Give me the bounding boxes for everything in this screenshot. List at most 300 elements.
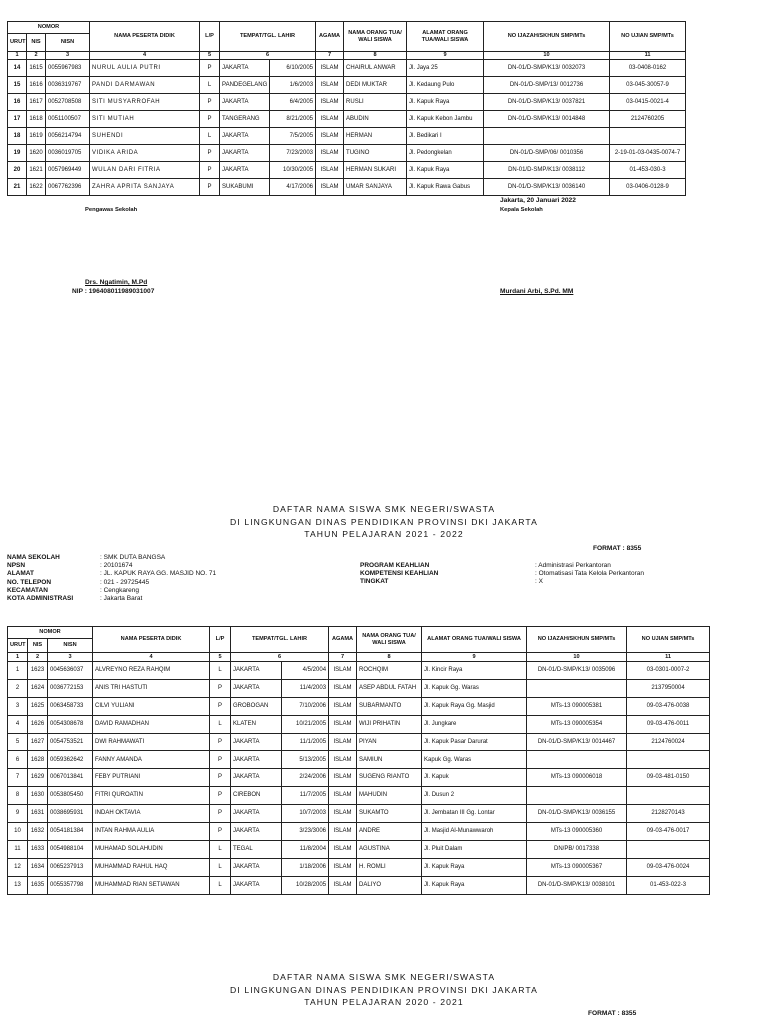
row-tempat: JAKARTA <box>231 858 282 876</box>
column-number: 6 <box>231 653 329 662</box>
row-nis: 1625 <box>28 697 48 715</box>
row-nis: 1631 <box>28 805 48 823</box>
column-number: 7 <box>316 52 344 60</box>
row-agama: ISLAM <box>316 162 344 179</box>
row-tempat: JAKARTA <box>231 805 282 823</box>
row-nisn: 0054988104 <box>48 840 93 858</box>
row-nis: 1624 <box>28 679 48 697</box>
row-nama: MUHAMMAD RAHUL HAQ <box>93 858 210 876</box>
column-number: 1 <box>8 52 27 60</box>
row-agama: ISLAM <box>316 60 344 77</box>
column-number: 5 <box>200 52 220 60</box>
row-alamat: Jl. Kapuk Raya Gg. Masjid <box>422 697 527 715</box>
row-ujian: 09-03-481-0150 <box>627 769 710 787</box>
row-nama: ALVREYNO REZA RAHQIM <box>93 662 210 680</box>
row-urut: 6 <box>8 751 28 769</box>
row-alamat: Jl. Kapuk Gg. Waras <box>422 679 527 697</box>
row-tgl: 10/21/2005 <box>282 715 329 733</box>
row-agama: ISLAM <box>316 179 344 196</box>
table-row <box>8 77 686 94</box>
row-nama: FITRI QUROATIN <box>93 787 210 805</box>
column-number: 1 <box>8 653 28 662</box>
row-tempat: SUKABUMI <box>220 179 270 196</box>
row-urut: 21 <box>8 179 27 196</box>
column-number: 6 <box>220 52 316 60</box>
table-row <box>8 715 710 733</box>
table-row <box>8 751 710 769</box>
row-agama: ISLAM <box>329 858 357 876</box>
row-nis: 1622 <box>27 179 46 196</box>
column-number: 10 <box>484 52 610 60</box>
row-nama: WULAN DARI FITRIA <box>90 162 200 179</box>
row-nama: FEBY PUTRIANI <box>93 769 210 787</box>
row-ujian: 09-03-476-0024 <box>627 858 710 876</box>
row-ortu: SUGENG RIANTO <box>357 769 422 787</box>
header-agama: AGAMA <box>316 22 344 52</box>
row-ortu: PIYAN <box>357 733 422 751</box>
row-nisn: 0052708508 <box>46 94 90 111</box>
info-label: KECAMATAN <box>7 586 48 594</box>
row-agama: ISLAM <box>329 715 357 733</box>
row-nisn: 0055967983 <box>46 60 90 77</box>
row-nisn: 0063458733 <box>48 697 93 715</box>
info-label: PROGRAM KEAHLIAN <box>360 562 430 569</box>
row-urut: 5 <box>8 733 28 751</box>
row-alamat: Jl. Kapuk Raya <box>407 94 484 111</box>
row-nisn: 0036019705 <box>46 145 90 162</box>
info-value: : JL. KAPUK RAYA GG. MASJID NO. 71 <box>100 570 217 578</box>
row-urut: 19 <box>8 145 27 162</box>
row-lp: P <box>210 787 231 805</box>
section2-title <box>0 503 768 541</box>
table-row <box>8 162 686 179</box>
row-nisn: 0054308678 <box>48 715 93 733</box>
row-tempat: KLATEN <box>231 715 282 733</box>
row-nama: DWI RAHMAWATI <box>93 733 210 751</box>
column-number: 8 <box>357 653 422 662</box>
row-nisn: 0051100507 <box>46 111 90 128</box>
row-nisn: 0067013841 <box>48 769 93 787</box>
row-ijazah <box>527 679 627 697</box>
row-nisn: 0038695931 <box>48 805 93 823</box>
row-lp: L <box>200 128 220 145</box>
row-ujian: 01-453-022-3 <box>627 876 710 894</box>
row-nisn: 0054181384 <box>48 823 93 841</box>
row-ujian: 09-03-476-0011 <box>627 715 710 733</box>
row-nama: DAVID RAMADHAN <box>93 715 210 733</box>
row-ortu: UMAR SANJAYA <box>344 179 407 196</box>
row-nama: MUHAMAD SOLAHUDIN <box>93 840 210 858</box>
row-alamat: Jl. Kapuk Raya <box>407 162 484 179</box>
row-nama: CILVI YULIANI <box>93 697 210 715</box>
row-nama: PANDI DARMAWAN <box>90 77 200 94</box>
row-ujian: 03-0415-0021-4 <box>610 94 686 111</box>
column-number: 2 <box>27 52 46 60</box>
row-agama: ISLAM <box>316 111 344 128</box>
row-ijazah: DN-01/D-SMP/K13/ 0014467 <box>527 733 627 751</box>
row-ujian <box>610 128 686 145</box>
row-tempat: JAKARTA <box>220 60 270 77</box>
header-urut: URUT <box>8 34 27 52</box>
row-ujian: 09-03-476-0017 <box>627 823 710 841</box>
info-label: KOTA ADMINISTRASI <box>7 594 74 602</box>
row-ijazah: DN/PB/ 0017338 <box>527 840 627 858</box>
row-tempat: JAKARTA <box>220 94 270 111</box>
info-value: : Administrasi Perkantoran <box>535 562 611 569</box>
header-ijazah: NO IJAZAH/SKHUN SMP/MTs <box>484 22 610 52</box>
row-nis: 1615 <box>27 60 46 77</box>
row-tempat: TEGAL <box>231 840 282 858</box>
table-row <box>8 805 710 823</box>
row-urut: 2 <box>8 679 28 697</box>
header-nisn: NISN <box>46 34 90 52</box>
row-lp: P <box>210 769 231 787</box>
section3-format: FORMAT : 8355 <box>588 1010 637 1017</box>
row-tempat: JAKARTA <box>231 876 282 894</box>
row-lp: L <box>210 858 231 876</box>
column-number: 11 <box>610 52 686 60</box>
row-alamat: Jl. Dusun 2 <box>422 787 527 805</box>
student-table-continued <box>7 21 686 196</box>
row-agama: ISLAM <box>329 876 357 894</box>
header-lp: L/P <box>210 627 231 653</box>
section3-title <box>0 971 768 1009</box>
row-tempat: JAKARTA <box>231 751 282 769</box>
row-nisn: 0036772153 <box>48 679 93 697</box>
row-lp: P <box>200 94 220 111</box>
row-tempat: JAKARTA <box>231 733 282 751</box>
row-lp: P <box>200 179 220 196</box>
row-urut: 10 <box>8 823 28 841</box>
header-lp: L/P <box>200 22 220 52</box>
row-nis: 1623 <box>28 662 48 680</box>
row-ijazah: MTs-13 090006018 <box>527 769 627 787</box>
column-number: 9 <box>407 52 484 60</box>
row-lp: L <box>210 840 231 858</box>
row-tgl: 11/8/2004 <box>282 840 329 858</box>
header-nis: NIS <box>27 34 46 52</box>
row-nisn: 0036319767 <box>46 77 90 94</box>
row-ortu: AGUSTINA <box>357 840 422 858</box>
row-tgl: 1/6/2003 <box>270 77 316 94</box>
column-number: 9 <box>422 653 527 662</box>
column-number-row <box>8 653 710 662</box>
row-ijazah: DN-01/D-SMP/K13/ 0035096 <box>527 662 627 680</box>
row-ortu: HERMAN SUKARI <box>344 162 407 179</box>
row-nis: 1620 <box>27 145 46 162</box>
header-agama: AGAMA <box>329 627 357 653</box>
info-value: : Jakarta Barat <box>100 594 143 602</box>
title-line: DI LINGKUNGAN DINAS PENDIDIKAN PROVINSI DKI JAKARTA <box>230 984 538 995</box>
row-tempat: JAKARTA <box>231 769 282 787</box>
row-lp: P <box>200 145 220 162</box>
row-ujian: 03-045-30057-9 <box>610 77 686 94</box>
row-alamat: Kapuk Gg. Waras <box>422 751 527 769</box>
row-ijazah: DN-01/D-SMP/06/ 0010356 <box>484 145 610 162</box>
row-lp: P <box>210 823 231 841</box>
header-nomor: NOMOR <box>8 627 93 639</box>
row-nama: INTAN RAHMA AULIA <box>93 823 210 841</box>
header-nama: NAMA PESERTA DIDIK <box>90 22 200 52</box>
row-tgl: 7/5/2005 <box>270 128 316 145</box>
row-lp: P <box>200 60 220 77</box>
row-ortu: MAHUDIN <box>357 787 422 805</box>
table-row <box>8 733 710 751</box>
row-nis: 1628 <box>28 751 48 769</box>
row-tgl: 11/7/2005 <box>282 787 329 805</box>
row-nis: 1632 <box>28 823 48 841</box>
row-tempat: JAKARTA <box>220 128 270 145</box>
principal-name: Murdani Arbi, S.Pd. MM <box>500 288 574 295</box>
row-ujian: 01-453-030-3 <box>610 162 686 179</box>
row-agama: ISLAM <box>316 77 344 94</box>
row-ijazah: DN-01/D-SMP/K13/ 0032073 <box>484 60 610 77</box>
header-ortu: NAMA ORANG TUA/ WALI SISWA <box>357 627 422 653</box>
title-line: DAFTAR NAMA SISWA SMK NEGERI/SWASTA <box>272 972 496 982</box>
row-urut: 20 <box>8 162 27 179</box>
row-nis: 1635 <box>28 876 48 894</box>
row-nisn: 0059362642 <box>48 751 93 769</box>
supervisor-nip: NIP : 196408011989031007 <box>72 288 155 295</box>
title-line: DI LINGKUNGAN DINAS PENDIDIKAN PROVINSI DKI JAKARTA <box>230 516 538 527</box>
row-urut: 7 <box>8 769 28 787</box>
header-alamat: ALAMAT ORANG TUA/WALI SISWA <box>422 627 527 653</box>
row-agama: ISLAM <box>329 840 357 858</box>
table-row <box>8 145 686 162</box>
school-info-values <box>100 554 216 603</box>
program-info-labels <box>360 562 438 587</box>
row-agama: ISLAM <box>329 697 357 715</box>
row-ujian: 2124760024 <box>627 733 710 751</box>
row-ortu: ANDRE <box>357 823 422 841</box>
header-alamat: ALAMAT ORANG TUA/WALI SISWA <box>407 22 484 52</box>
row-ortu: ROCHQIM <box>357 662 422 680</box>
table-row <box>8 179 686 196</box>
row-ijazah: DN-01/D-SMP/K13/ 0037821 <box>484 94 610 111</box>
row-ijazah: DN-01/D-SMP/K13/ 0038112 <box>484 162 610 179</box>
row-ortu: CHAIRUL ANWAR <box>344 60 407 77</box>
info-label: NO. TELEPON <box>7 578 52 586</box>
row-tgl: 7/10/2006 <box>282 697 329 715</box>
row-ujian: 2124760205 <box>610 111 686 128</box>
row-urut: 3 <box>8 697 28 715</box>
row-ujian: 09-03-476-0038 <box>627 697 710 715</box>
row-agama: ISLAM <box>329 769 357 787</box>
row-nama: NURUL AULIA PUTRI <box>90 60 200 77</box>
row-tempat: JAKARTA <box>231 679 282 697</box>
row-ortu: TUGINO <box>344 145 407 162</box>
row-ijazah <box>527 751 627 769</box>
school-info-labels <box>7 554 73 603</box>
row-ortu: SAMIUN <box>357 751 422 769</box>
row-agama: ISLAM <box>329 733 357 751</box>
row-nis: 1616 <box>27 77 46 94</box>
column-number: 5 <box>210 653 231 662</box>
header-ujian: NO UJIAN SMP/MTs <box>610 22 686 52</box>
table-row <box>8 769 710 787</box>
row-ujian: 2137950004 <box>627 679 710 697</box>
row-urut: 4 <box>8 715 28 733</box>
row-ijazah <box>527 787 627 805</box>
row-tgl: 7/23/2003 <box>270 145 316 162</box>
row-nama: SITI MUTIAH <box>90 111 200 128</box>
row-nisn: 0053805450 <box>48 787 93 805</box>
header-nis: NIS <box>28 639 48 653</box>
row-tempat: PANDEGELANG <box>220 77 270 94</box>
row-ijazah: DN-01/D-SMP/K13/ 0038101 <box>527 876 627 894</box>
row-tempat: JAKARTA <box>231 823 282 841</box>
info-value: : 021 - 29725445 <box>100 578 150 586</box>
info-value: : SMK DUTA BANGSA <box>100 554 166 561</box>
row-tgl: 1/18/2006 <box>282 858 329 876</box>
info-value: : Cengkareng <box>100 586 140 594</box>
row-ortu: SUKAMTO <box>357 805 422 823</box>
row-tgl: 8/21/2005 <box>270 111 316 128</box>
row-nis: 1629 <box>28 769 48 787</box>
row-ijazah: DN-01/D-SMP/K13/ 0036140 <box>484 179 610 196</box>
row-ijazah: MTs-13 090005367 <box>527 858 627 876</box>
row-nisn: 0056214794 <box>46 128 90 145</box>
column-number: 10 <box>527 653 627 662</box>
row-nis: 1634 <box>28 858 48 876</box>
column-number: 8 <box>344 52 407 60</box>
row-tgl: 10/7/2003 <box>282 805 329 823</box>
principal-title: Kepala Sekolah <box>500 207 543 213</box>
signature-date: Jakarta, 20 Januari 2022 <box>500 197 576 204</box>
row-nama: ANIS TRI HASTUTI <box>93 679 210 697</box>
row-tgl: 10/30/2005 <box>270 162 316 179</box>
row-tgl: 10/28/2005 <box>282 876 329 894</box>
row-alamat: Jl. Jaya 25 <box>407 60 484 77</box>
row-ijazah: MTs-13 090005360 <box>527 823 627 841</box>
column-number: 7 <box>329 653 357 662</box>
info-label: TINGKAT <box>360 578 389 586</box>
row-ijazah: MTs-13 090005354 <box>527 715 627 733</box>
row-urut: 16 <box>8 94 27 111</box>
row-ujian: 03-0301-0007-2 <box>627 662 710 680</box>
row-urut: 11 <box>8 840 28 858</box>
row-agama: ISLAM <box>316 94 344 111</box>
row-tgl: 2/24/2006 <box>282 769 329 787</box>
row-alamat: Jl. Kapuk Raya <box>422 876 527 894</box>
row-ujian <box>627 751 710 769</box>
row-ortu: RUSLI <box>344 94 407 111</box>
row-nis: 1619 <box>27 128 46 145</box>
row-urut: 17 <box>8 111 27 128</box>
row-lp: P <box>210 679 231 697</box>
row-ortu: H. ROMLI <box>357 858 422 876</box>
row-lp: P <box>210 751 231 769</box>
table-row <box>8 60 686 77</box>
info-label: KOMPETENSI KEAHLIAN <box>360 570 439 578</box>
row-urut: 12 <box>8 858 28 876</box>
title-line: TAHUN PELAJARAN 2020 - 2021 <box>304 997 464 1007</box>
row-agama: ISLAM <box>329 805 357 823</box>
row-alamat: Jl. Kapuk Rawa Gabus <box>407 179 484 196</box>
row-ortu: WIJI PRIHATIN <box>357 715 422 733</box>
row-nisn: 0054753521 <box>48 733 93 751</box>
table-row <box>8 823 710 841</box>
table-row <box>8 876 710 894</box>
program-info-values <box>535 562 644 587</box>
row-urut: 14 <box>8 60 27 77</box>
supervisor-title: Pengawas Sekolah <box>85 207 138 213</box>
header-ortu: NAMA ORANG TUA/ WALI SISWA <box>344 22 407 52</box>
row-lp: L <box>210 876 231 894</box>
student-table-2021 <box>7 626 710 895</box>
row-nama: INDAH OKTAVIA <box>93 805 210 823</box>
row-tgl: 11/1/2005 <box>282 733 329 751</box>
row-ortu: SUBARMANTO <box>357 697 422 715</box>
info-label: NPSN <box>7 562 26 570</box>
row-lp: P <box>210 733 231 751</box>
table-row <box>8 94 686 111</box>
row-nis: 1627 <box>28 733 48 751</box>
info-label: NAMA SEKOLAH <box>7 554 60 561</box>
column-number: 4 <box>90 52 200 60</box>
row-urut: 13 <box>8 876 28 894</box>
row-nama: FANNY AMANDA <box>93 751 210 769</box>
row-ujian: 03-0408-0162 <box>610 60 686 77</box>
row-nis: 1621 <box>27 162 46 179</box>
row-tgl: 11/4/2003 <box>282 679 329 697</box>
column-number: 11 <box>627 653 710 662</box>
header-urut: URUT <box>8 639 28 653</box>
info-value: : X <box>535 578 543 586</box>
row-lp: L <box>210 715 231 733</box>
row-ortu: DEDI MUKTAR <box>344 77 407 94</box>
row-tgl: 4/17/2006 <box>270 179 316 196</box>
table-row <box>8 111 686 128</box>
header-nomor: NOMOR <box>8 22 90 34</box>
row-lp: L <box>200 77 220 94</box>
row-nama: MUHAMMAD RIAN SETIAWAN <box>93 876 210 894</box>
row-agama: ISLAM <box>329 823 357 841</box>
row-lp: L <box>210 662 231 680</box>
row-urut: 15 <box>8 77 27 94</box>
row-alamat: Jl. Jembatan III Gg. Lontar <box>422 805 527 823</box>
table-row <box>8 128 686 145</box>
row-alamat: Jl. Bedikari I <box>407 128 484 145</box>
row-urut: 8 <box>8 787 28 805</box>
row-lp: P <box>210 697 231 715</box>
row-ujian <box>627 840 710 858</box>
row-ujian: 03-0406-0128-9 <box>610 179 686 196</box>
row-urut: 1 <box>8 662 28 680</box>
row-nama: SUHENDI <box>90 128 200 145</box>
row-nisn: 0065237913 <box>48 858 93 876</box>
row-tempat: JAKARTA <box>231 662 282 680</box>
row-tempat: TANGERANG <box>220 111 270 128</box>
header-ttl: TEMPAT/TGL. LAHIR <box>220 22 316 52</box>
table-row <box>8 858 710 876</box>
row-tgl: 6/10/2005 <box>270 60 316 77</box>
row-tgl: 5/13/2005 <box>282 751 329 769</box>
column-number: 3 <box>48 653 93 662</box>
row-nis: 1633 <box>28 840 48 858</box>
row-nama: SITI MUSYARROFAH <box>90 94 200 111</box>
table-row <box>8 697 710 715</box>
row-ijazah: DN-01/D-SMP/K13/ 0014848 <box>484 111 610 128</box>
header-nama: NAMA PESERTA DIDIK <box>93 627 210 653</box>
row-ijazah: DN-01/D-SMP/13/ 0012736 <box>484 77 610 94</box>
table-row <box>8 840 710 858</box>
header-ttl: TEMPAT/TGL. LAHIR <box>231 627 329 653</box>
row-nisn: 0045636037 <box>48 662 93 680</box>
info-value: : 20101674 <box>100 562 133 570</box>
column-number: 3 <box>46 52 90 60</box>
row-tempat: GROBOGAN <box>231 697 282 715</box>
